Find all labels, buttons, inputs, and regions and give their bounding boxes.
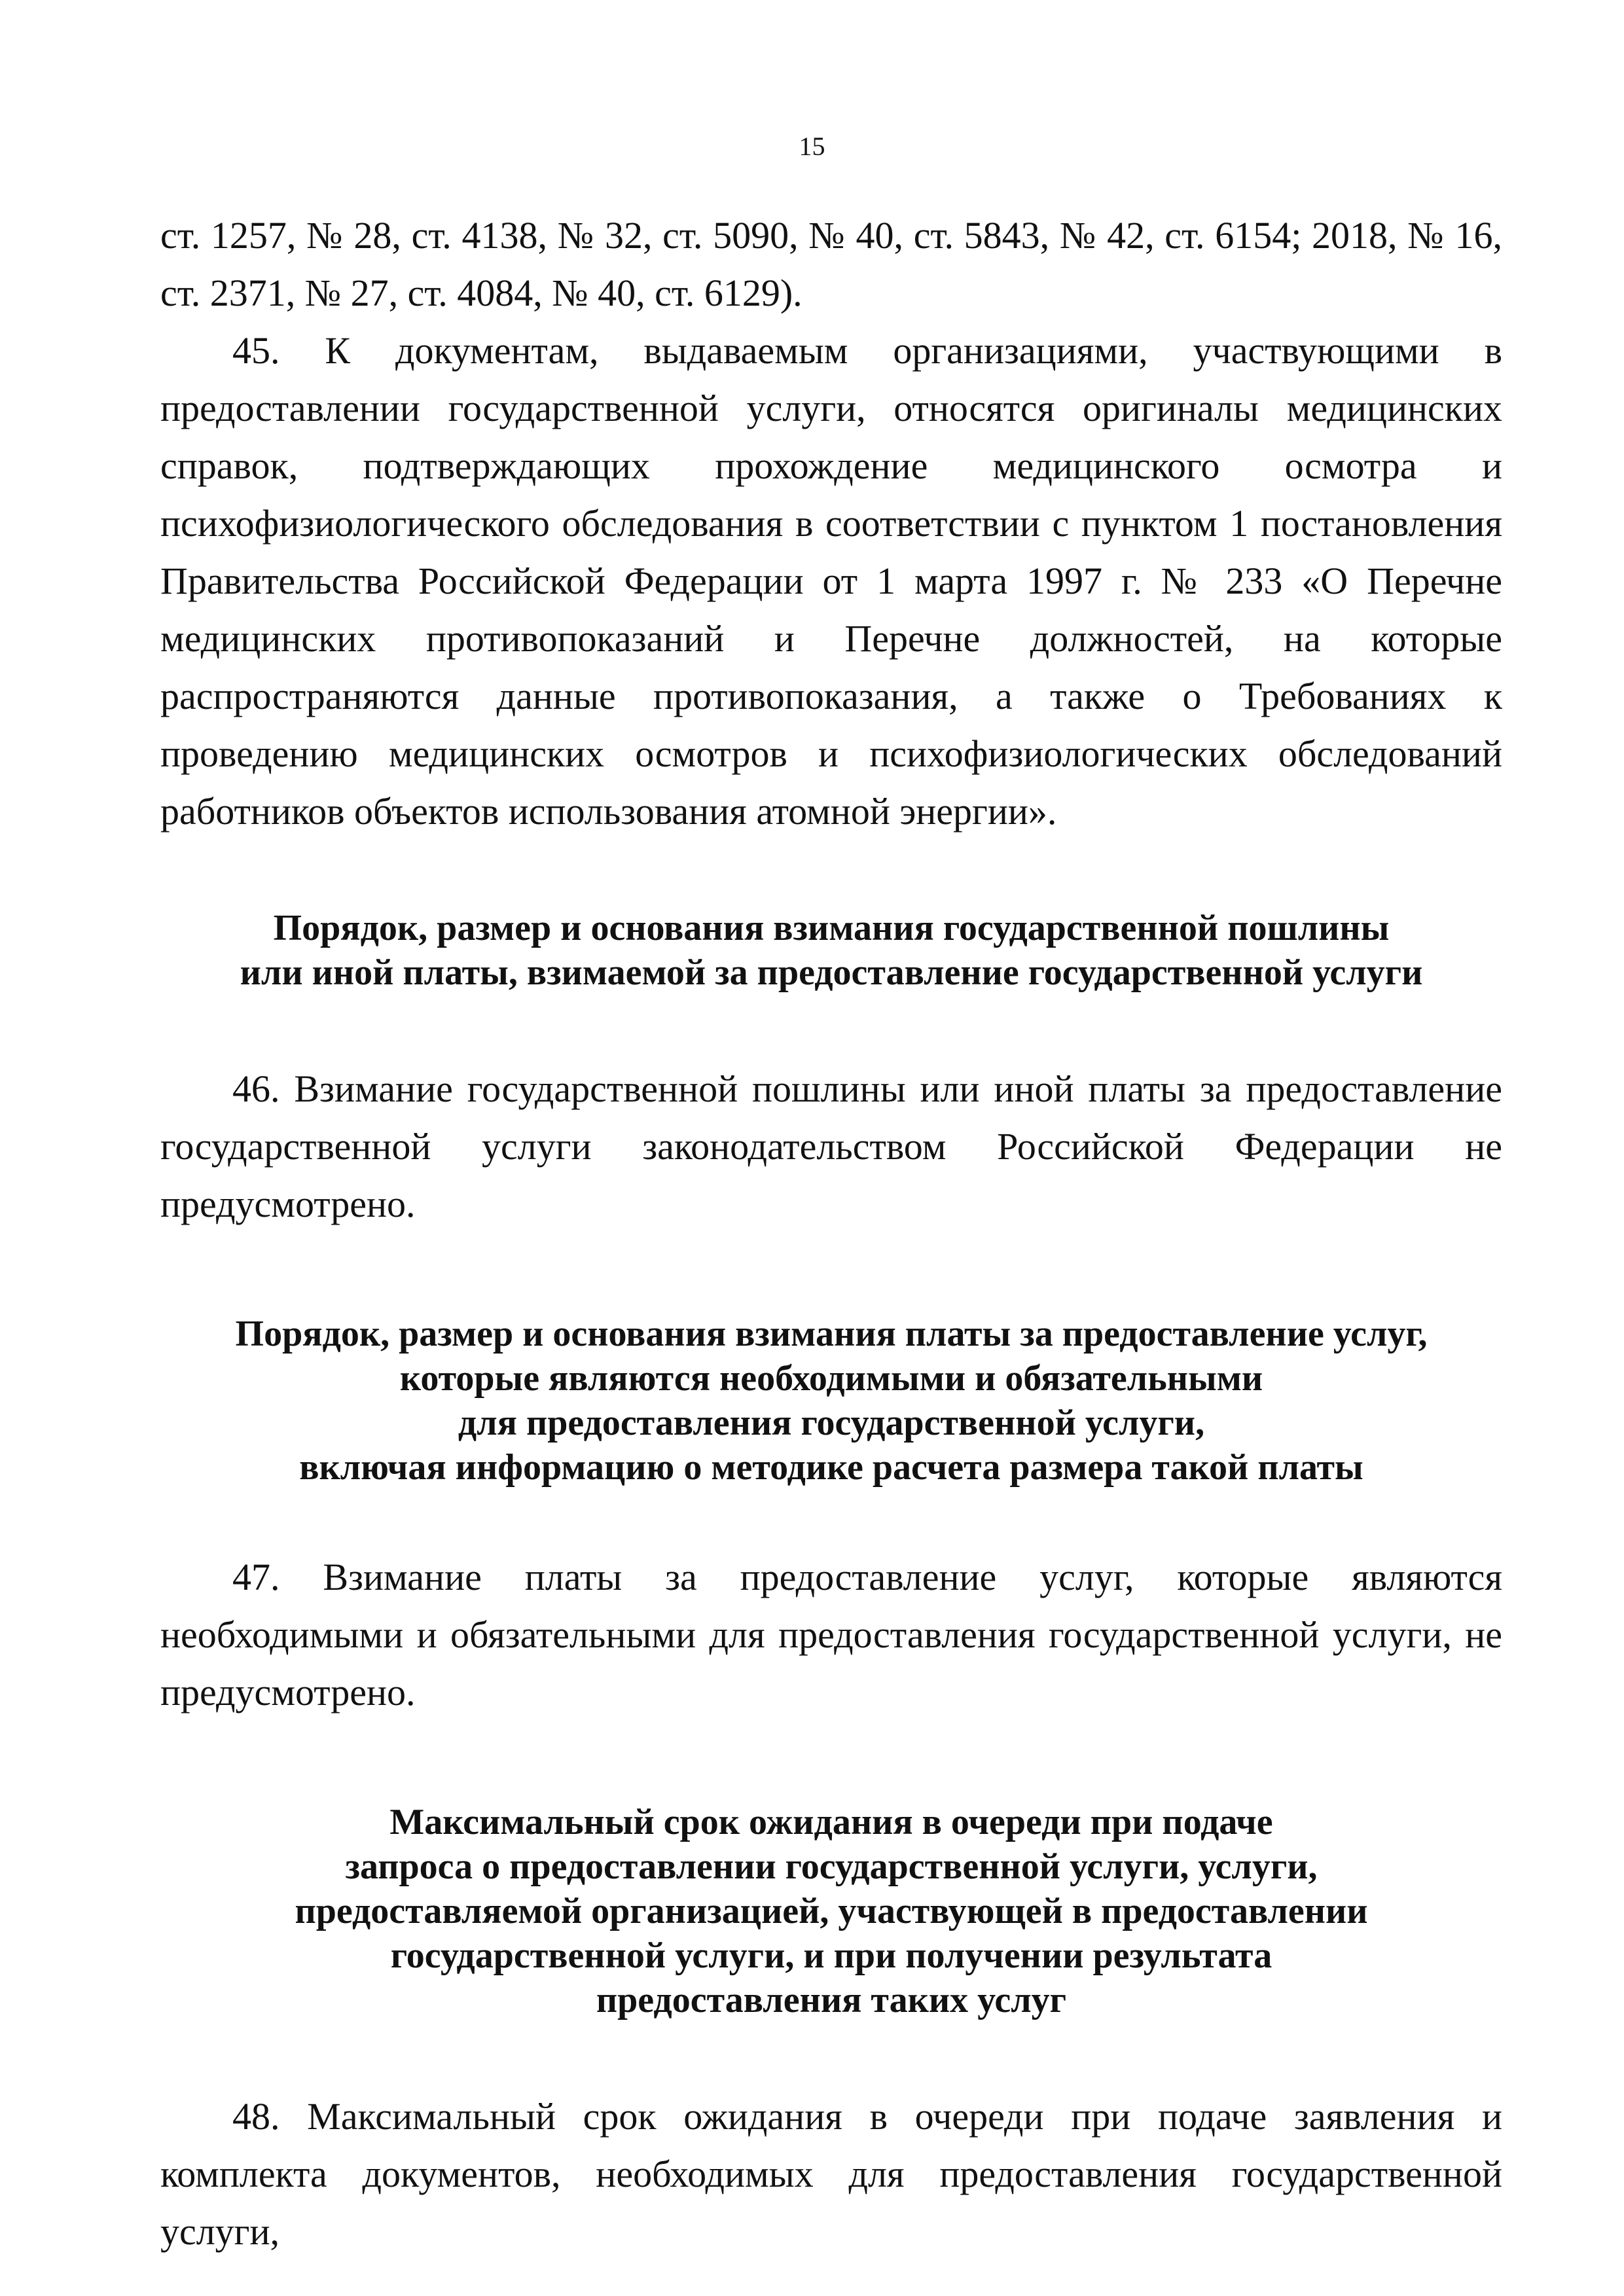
section-heading-required-services-fee bbox=[160, 1312, 1502, 1490]
section-heading-state-fee bbox=[160, 906, 1502, 995]
paragraph-45: 45. К документам, выдаваемым организациями, участвующими в предоставлении государственной услуги, относятся оригиналы медицинских справок, подтверждающих прохождение медицинского осмотра и психофизиологического обследования в соответствии с пунктом 1 постановления Правительства Российской Федерации от 1 марта 1997 г. № 233 «О Перечне медицинских противопоказаний и Перечне должностей, на которые распространяются данные противопоказания, а также о Требованиях к проведению медицинских осмотров и психофизиологических обследований работников объектов использования атомной энергии». bbox=[160, 329, 1502, 833]
heading-line: предоставляемой организацией, участвующей в предоставлении bbox=[295, 1891, 1368, 1931]
heading-line: Порядок, размер и основания взимания государственной пошлины bbox=[273, 908, 1390, 948]
heading-line: или иной платы, взимаемой за предоставление государственной услуги bbox=[240, 952, 1423, 993]
heading-line: Порядок, размер и основания взимания платы за предоставление услуг, bbox=[235, 1314, 1428, 1354]
paragraph-48: 48. Максимальный срок ожидания в очереди при подаче заявления и комплекта документов, необходимых для предоставления государственной услуги, bbox=[160, 2095, 1502, 2253]
heading-line: предоставления таких услуг bbox=[596, 1980, 1067, 2020]
paragraph-47: 47. Взимание платы за предоставление услуг, которые являются необходимыми и обязательными для предоставления государственной услуги, не предусмотрено. bbox=[160, 1556, 1502, 1713]
continuation-paragraph: ст. 1257, № 28, ст. 4138, № 32, ст. 5090, № 40, ст. 5843, № 42, ст. 6154; 2018, № 16, ст. 2371, № 27, ст. 4084, № 40, ст. 6129). bbox=[160, 214, 1502, 314]
section-heading-queue-time bbox=[160, 1800, 1502, 2022]
heading-line: включая информацию о методике расчета размера такой платы bbox=[299, 1447, 1363, 1488]
page-number: 15 bbox=[799, 132, 825, 161]
document-body bbox=[160, 207, 1502, 2261]
paragraph-46: 46. Взимание государственной пошлины или иной платы за предоставление государственной услуги законодательством Российской Федерации не предусмотрено. bbox=[160, 1067, 1502, 1225]
heading-line: государственной услуги, и при получении результата bbox=[390, 1935, 1272, 1976]
heading-line: Максимальный срок ожидания в очереди при подаче bbox=[389, 1802, 1273, 1842]
heading-line: для предоставления государственной услуги, bbox=[458, 1403, 1205, 1443]
heading-line: запроса о предоставлении государственной услуги, услуги, bbox=[345, 1846, 1318, 1887]
heading-line: которые являются необходимыми и обязательными bbox=[399, 1358, 1263, 1399]
